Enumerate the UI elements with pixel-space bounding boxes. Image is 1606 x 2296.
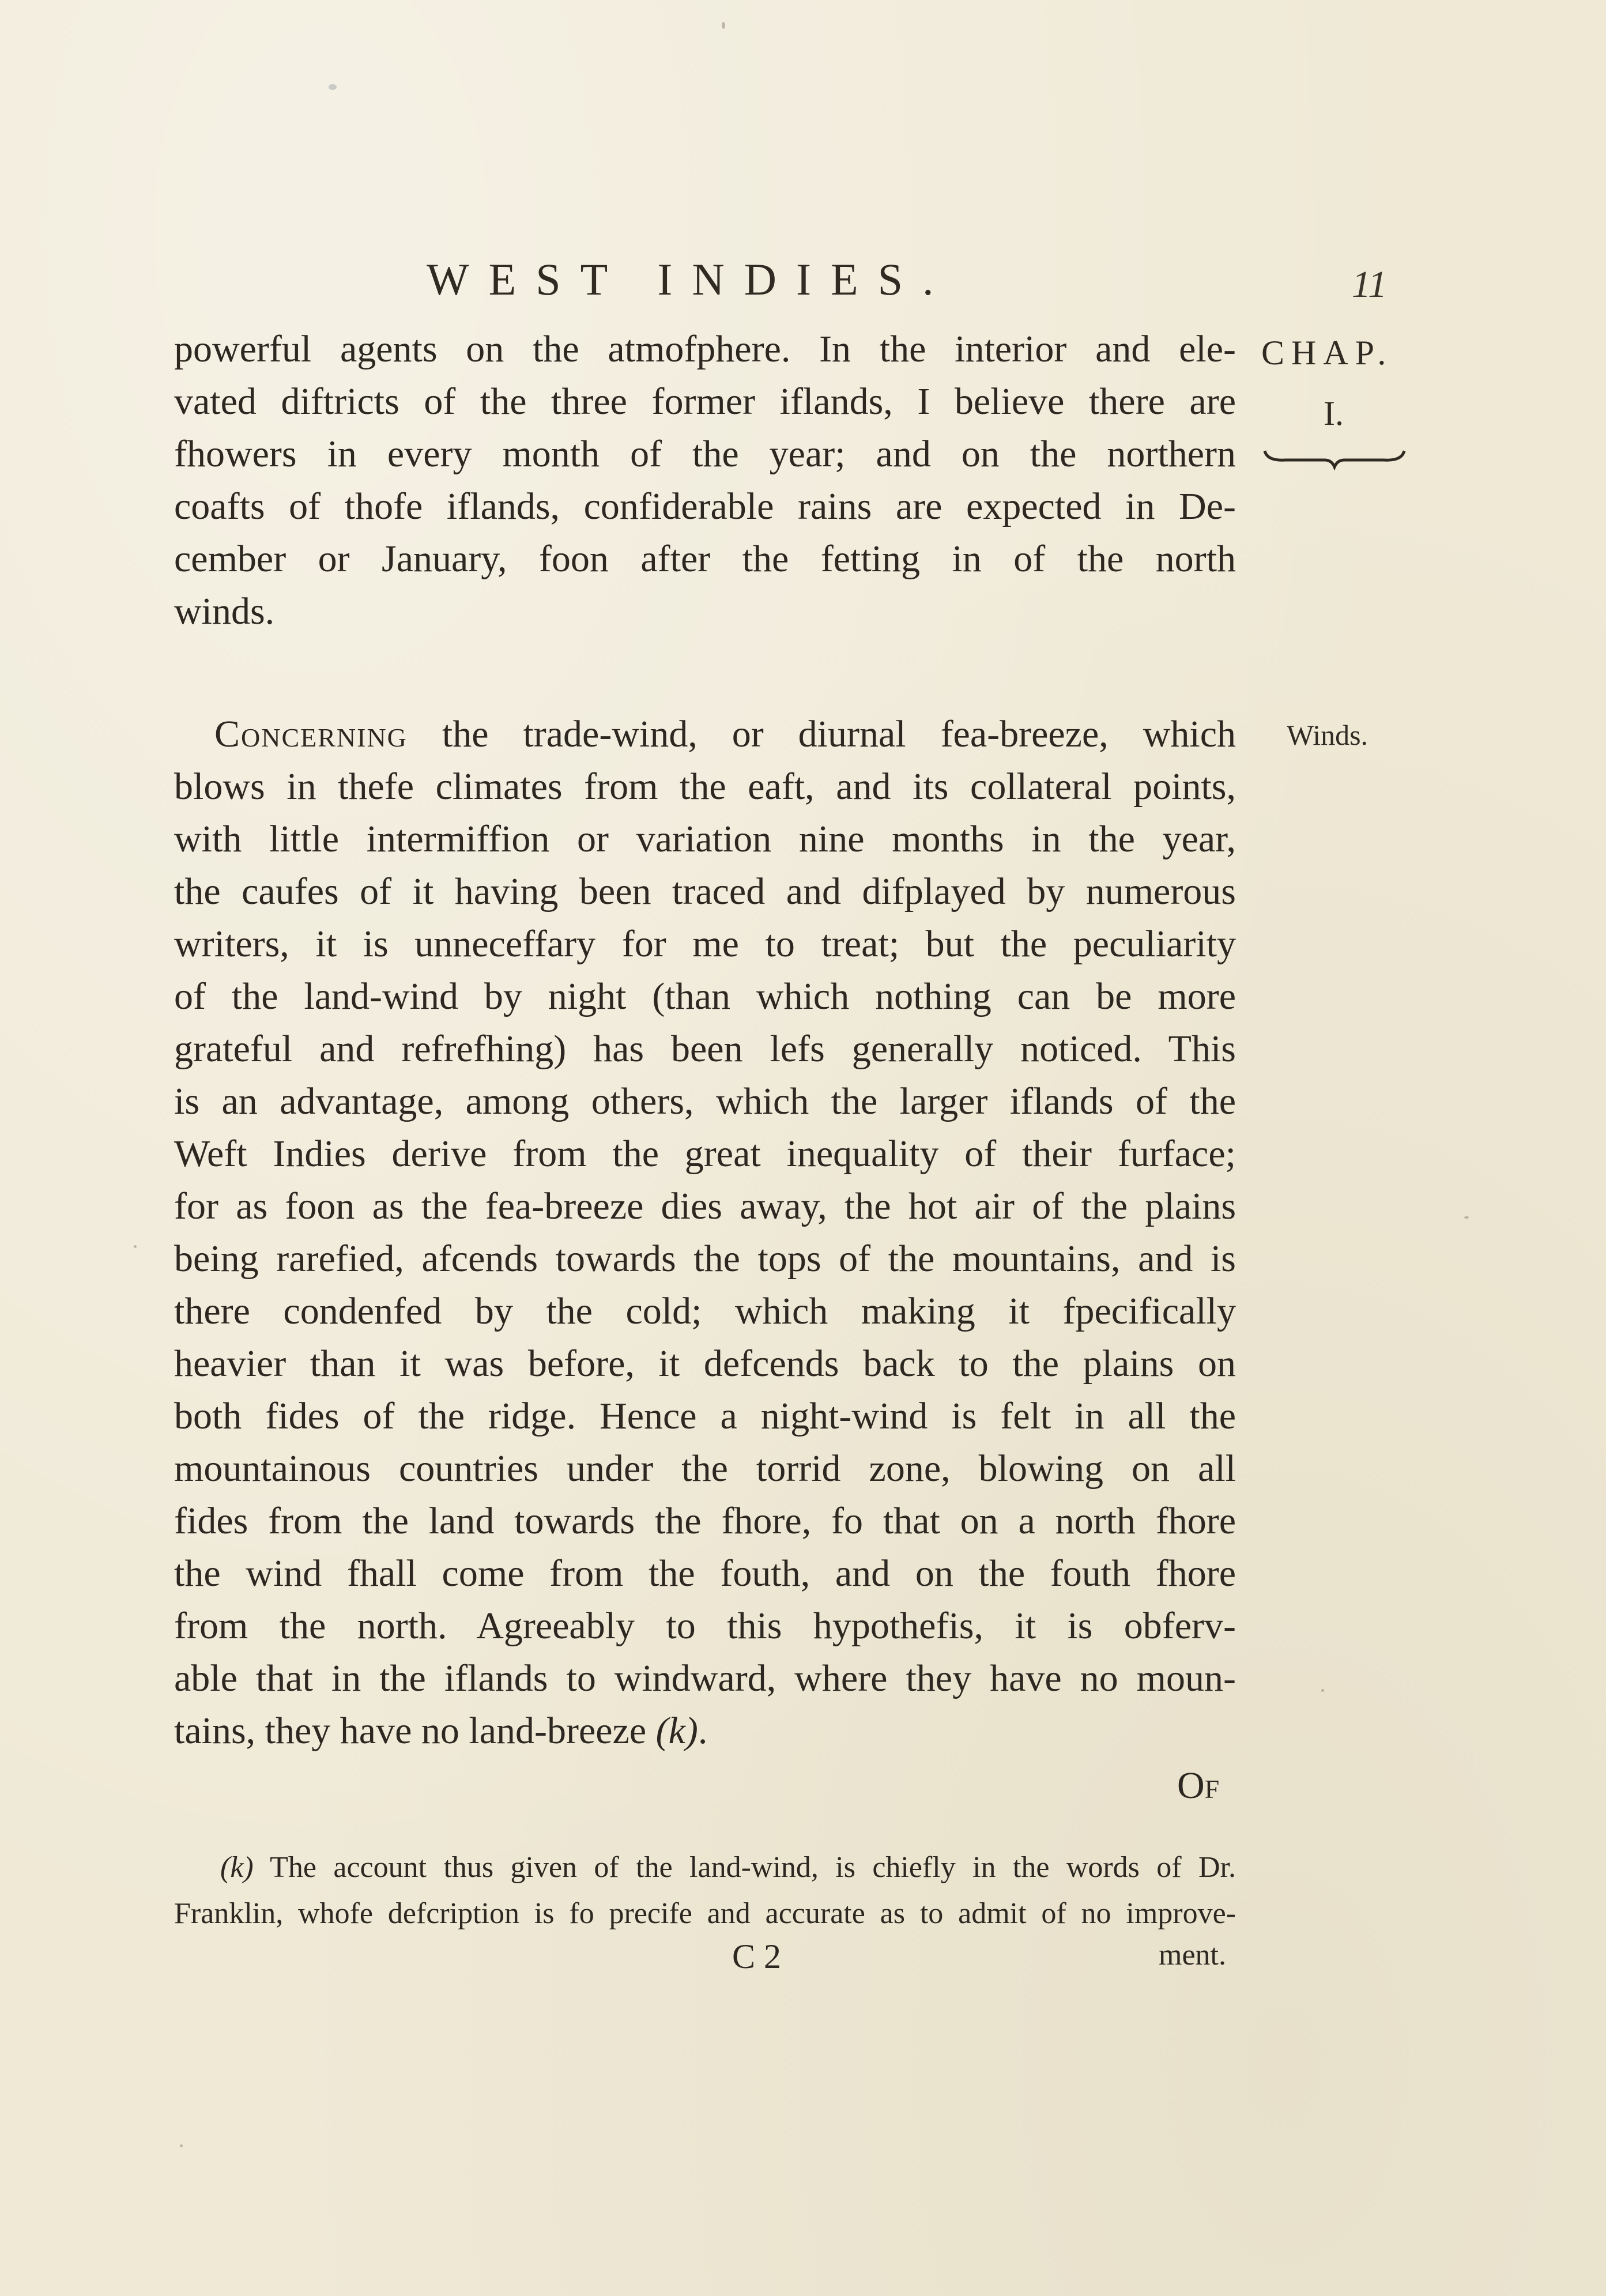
paper-speck bbox=[1321, 1689, 1324, 1692]
last-line-end: . bbox=[698, 1710, 708, 1752]
footnote-marker: (k) bbox=[220, 1851, 254, 1884]
paper-speck bbox=[329, 84, 337, 90]
footnote-line1: The account thus given of the land-wind, is chiefly in the words of Dr. bbox=[270, 1851, 1236, 1884]
text-line: is an advantage, among others, which the larger iflands of the bbox=[174, 1080, 1236, 1122]
text-line: cember or January, foon after the fetting in of the north bbox=[174, 538, 1236, 580]
text-line: powerful agents on the atmofphere. In the interior and ele- bbox=[174, 328, 1236, 370]
footnote-reference: (k) bbox=[655, 1710, 698, 1752]
footnote-catchword: ment. bbox=[1159, 1939, 1226, 1971]
text-line: fides from the land towards the fhore, fo that on a north fhore bbox=[174, 1500, 1236, 1542]
first-line-text: the trade-wind, or diurnal fea-breeze, which bbox=[442, 713, 1236, 755]
footnote-line: Franklin, whofe defcription is fo precife and accurate as to admit of no improve- bbox=[174, 1897, 1236, 1930]
brace-ornament bbox=[1262, 444, 1407, 473]
text-line: with little intermiffion or variation nine months in the year, bbox=[174, 818, 1236, 860]
page-number: 11 bbox=[1352, 263, 1388, 306]
text-line bbox=[174, 1705, 1236, 1757]
running-title: WEST INDIES. bbox=[427, 254, 953, 304]
text-line: for as foon as the fea-breeze dies away, the hot air of the plains bbox=[174, 1185, 1236, 1227]
text-line: winds. bbox=[174, 590, 275, 632]
footnote-line bbox=[174, 1845, 1236, 1891]
paper-speck bbox=[722, 22, 725, 29]
text-line: from the north. Agreeably to this hypothefis, it is obferv- bbox=[174, 1605, 1236, 1647]
text-line: the caufes of it having been traced and difplayed by numerous bbox=[174, 870, 1236, 913]
text-line: writers, it is unneceffary for me to treat; but the peculiarity bbox=[174, 923, 1236, 965]
footnote bbox=[174, 1845, 1236, 1937]
text-line: the wind fhall come from the fouth, and on the fouth fhore bbox=[174, 1552, 1236, 1594]
signature-mark: C 2 bbox=[732, 1937, 782, 1975]
last-line-text: tains, they have no land-breeze bbox=[174, 1710, 647, 1752]
text-line: coafts of thofe iflands, confiderable rains are expected in De- bbox=[174, 485, 1236, 527]
paper-speck bbox=[134, 1245, 137, 1248]
margin-chap-label: CHAP. bbox=[1261, 334, 1393, 372]
paper-speck bbox=[1464, 1216, 1469, 1219]
text-line: blows in thefe climates from the eaft, and its collateral points, bbox=[174, 766, 1236, 808]
margin-chap-number: I. bbox=[1324, 394, 1344, 432]
text-line: mountainous countries under the torrid zone, blowing on all bbox=[174, 1447, 1236, 1490]
text-line: able that in the iflands to windward, where they have no moun- bbox=[174, 1657, 1236, 1699]
paragraph-1 bbox=[174, 323, 1236, 638]
text-line: being rarefied, afcends towards the tops of the mountains, and is bbox=[174, 1238, 1236, 1280]
text-line: heavier than it was before, it defcends back to the plains on bbox=[174, 1343, 1236, 1385]
paper-speck bbox=[180, 2144, 183, 2147]
text-line bbox=[174, 708, 1236, 760]
margin-note-winds: Winds. bbox=[1287, 719, 1369, 751]
text-line: vated diftricts of the three former iflands, I believe there are bbox=[174, 380, 1236, 423]
text-line: of the land-wind by night (than which nothing can be more bbox=[174, 975, 1236, 1017]
text-line: grateful and refrefhing) has been lefs generally noticed. This bbox=[174, 1028, 1236, 1070]
text-line: both fides of the ridge. Hence a night-wind is felt in all the bbox=[174, 1395, 1236, 1437]
catchword: Of bbox=[1177, 1765, 1220, 1807]
lead-word: Concerning bbox=[214, 713, 408, 755]
text-line: fhowers in every month of the year; and on the northern bbox=[174, 433, 1236, 475]
paragraph-2 bbox=[174, 708, 1236, 1757]
text-line: Weft Indies derive from the great inequality of their furface; bbox=[174, 1133, 1236, 1175]
text-line: there condenfed by the cold; which making it fpecifically bbox=[174, 1290, 1236, 1332]
